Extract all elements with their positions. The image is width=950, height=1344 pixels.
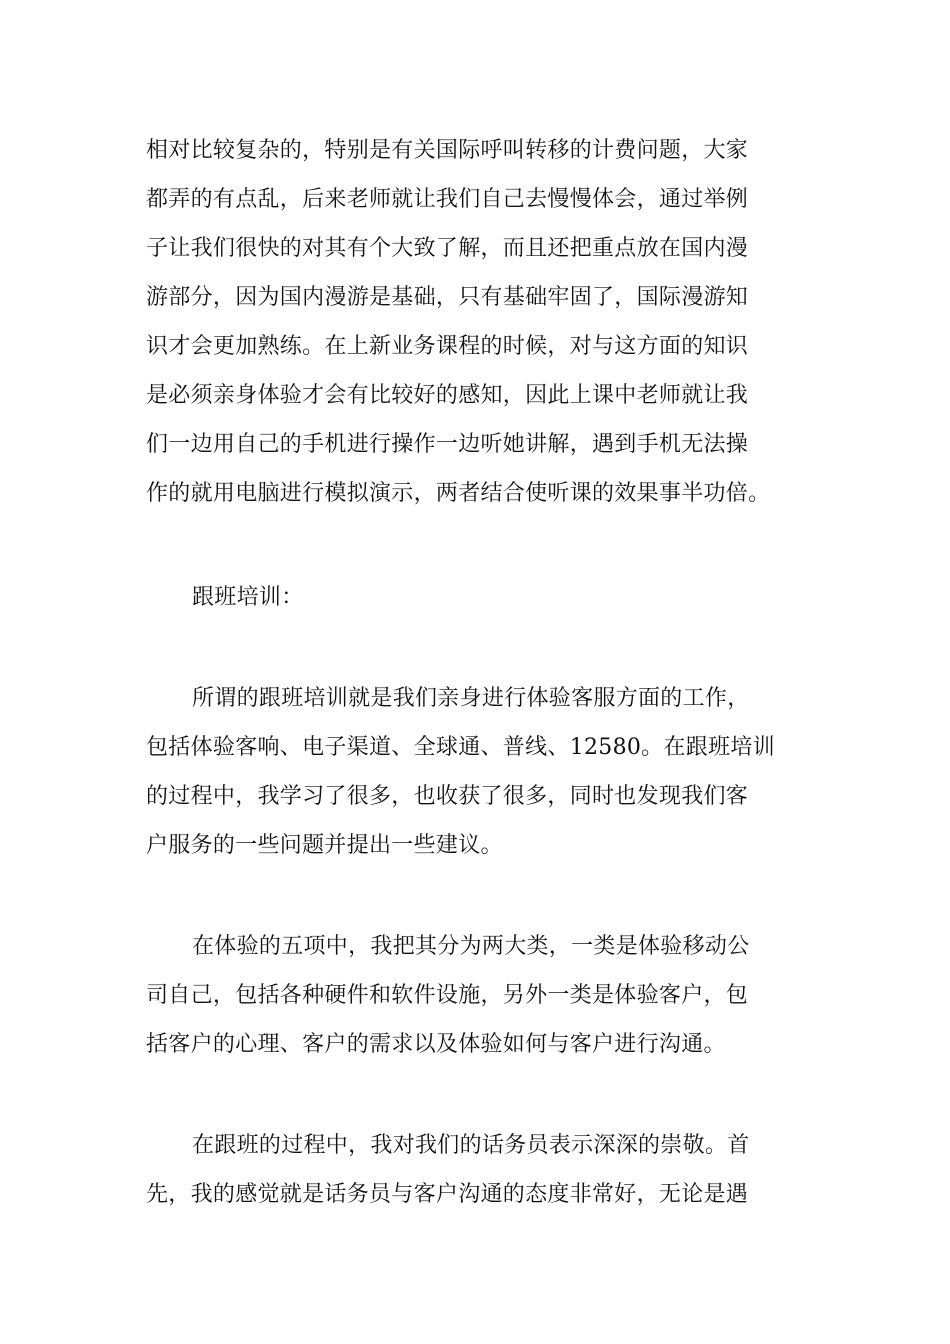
text-line: 作的就用电脑进行模拟演示，两者结合使听课的效果事半功倍。	[146, 481, 771, 506]
paragraph-course-experience	[146, 126, 806, 518]
text-line: 括客户的心理、客户的需求以及体验如何与客户进行沟通。	[146, 1032, 726, 1057]
text-line: 在体验的五项中，我把其分为两大类，一类是体验移动公	[192, 934, 750, 959]
text-line: 是必须亲身体验才会有比较好的感知，因此上课中老师就让我	[146, 383, 749, 408]
paragraph-operator-respect	[146, 1121, 806, 1219]
text-line: 都弄的有点乱，后来老师就让我们自己去慢慢体会，通过举例	[146, 187, 749, 212]
text-line: 们一边用自己的手机进行操作一边听她讲解，遇到手机无法操	[146, 432, 749, 457]
text-line: 在跟班的过程中，我对我们的话务员表示深深的崇敬。首	[192, 1133, 750, 1158]
paragraph-shadow-training-intro	[146, 674, 806, 870]
paragraph-five-items	[146, 922, 806, 1069]
text-line: 子让我们很快的对其有个大致了解，而且还把重点放在国内漫	[146, 236, 749, 261]
text-line: 先，我的感觉就是话务员与客户沟通的态度非常好，无论是遇	[146, 1182, 749, 1207]
text-line: 游部分，因为国内漫游是基础，只有基础牢固了，国际漫游知	[146, 285, 749, 310]
text-line: 相对比较复杂的，特别是有关国际呼叫转移的计费问题，大家	[146, 138, 749, 163]
text-line: 户服务的一些问题并提出一些建议。	[146, 833, 503, 858]
text-line: 所谓的跟班培训就是我们亲身进行体验客服方面的工作，	[192, 686, 750, 711]
section-heading: 跟班培训：	[192, 585, 304, 610]
text-line: 司自己，包括各种硬件和软件设施，另外一类是体验客户，包	[146, 983, 749, 1008]
section-heading-shadow-training	[146, 573, 806, 622]
text-line: 识才会更加熟练。在上新业务课程的时候，对与这方面的知识	[146, 334, 749, 359]
text-line: 包括体验客响、电子渠道、全球通、普线、12580。在跟班培训	[146, 735, 775, 760]
text-line: 的过程中，我学习了很多，也收获了很多，同时也发现我们客	[146, 784, 749, 809]
